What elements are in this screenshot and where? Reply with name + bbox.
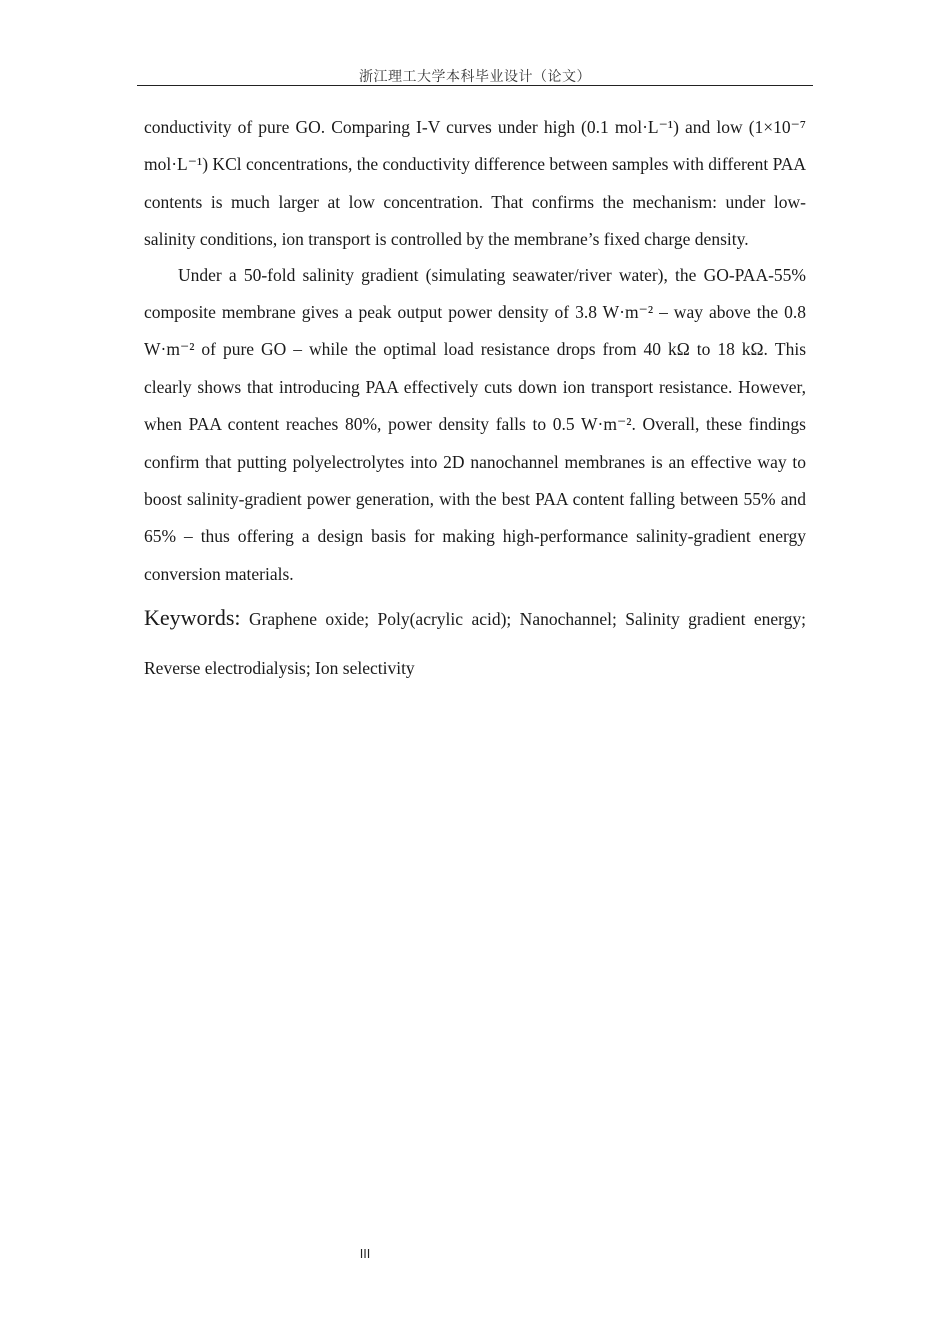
paragraph-2: Under a 50-fold salinity gradient (simulating seawater/river water), the GO-PAA-55% composite membrane gives a peak output power density of 3.8 W·m⁻² – way above the 0.8 W·m⁻² of pure GO – while the optimal load resistance drops from 40 kΩ to 18 kΩ. This clearly shows that introducing PAA effectively cuts down ion transport resistance. However, when PAA content reaches 80%, power density falls to 0.5 W·m⁻². Overall, these findings confirm that putting polyelectrolytes into 2D nanochannel membranes is an effective way to boost salinity-gradient power generation, with the best PAA content falling between 55% and 65% – thus offering a design basis for making high-performance salinity-gradient energy conversion materials. [144,264,806,584]
paragraph-1: conductivity of pure GO. Comparing I-V curves under high (0.1 mol·L⁻¹) and low (1×10⁻⁷ mol·L⁻¹) KCl concentrations, the conductivity difference between samples with different PAA contents is much larger at low concentration. That confirms the mechanism: under low-salinity conditions, ion transport is controlled by the membrane’s fixed charge density. [144,117,806,250]
keywords-line [144,593,806,693]
abstract-body [144,109,806,693]
page-number: III [359,1247,371,1261]
page-header: 浙江理工大学本科毕业设计（论文） [359,69,591,85]
header-rule [137,85,813,86]
keywords-label: Keywords: [144,605,241,631]
keywords-text: Graphene oxide; Poly(acrylic acid); Nanochannel; Salinity gradient energy; Reverse electrodialysis; Ion selectivity [144,609,807,679]
